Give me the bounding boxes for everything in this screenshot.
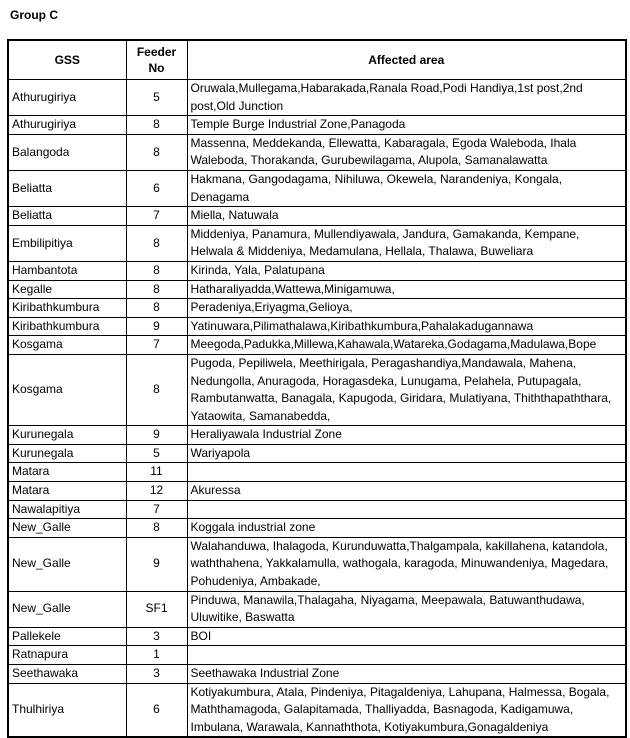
affected-area-cell bbox=[187, 500, 626, 519]
affected-area-cell: Yatinuwara,Pilimathalawa,Kiribathkumbura,Pahalakadugannawa bbox=[187, 317, 626, 336]
affected-area-cell: BOI bbox=[187, 627, 626, 646]
feeder-no-cell: 6 bbox=[126, 683, 187, 737]
affected-area-cell bbox=[187, 463, 626, 482]
column-header-gss: GSS bbox=[8, 40, 126, 80]
affected-area-cell: Koggala industrial zone bbox=[187, 519, 626, 538]
gss-cell: Matara bbox=[8, 463, 126, 482]
table-row bbox=[8, 482, 626, 501]
affected-area-cell: Wariyapola bbox=[187, 444, 626, 463]
gss-cell: Pallekele bbox=[8, 627, 126, 646]
table-row bbox=[8, 500, 626, 519]
feeder-no-cell: 8 bbox=[126, 134, 187, 170]
group-title: Group C bbox=[10, 8, 58, 22]
gss-cell: Kegalle bbox=[8, 280, 126, 299]
table-row bbox=[8, 354, 626, 425]
table-row bbox=[8, 170, 626, 206]
feeder-no-cell: 8 bbox=[126, 116, 187, 135]
table-row bbox=[8, 519, 626, 538]
table-row bbox=[8, 225, 626, 261]
table-row bbox=[8, 80, 626, 116]
affected-area-cell: Massenna, Meddekanda, Ellewatta, Kabaragala, Egoda Waleboda, Ihala Waleboda, Thorakanda, Gurubewilagama, Alupola, Samanalawatta bbox=[187, 134, 626, 170]
feeder-no-cell: 9 bbox=[126, 426, 187, 445]
feeder-no-cell: 7 bbox=[126, 500, 187, 519]
affected-area-cell: Heraliyawala Industrial Zone bbox=[187, 426, 626, 445]
affected-area-cell: Meegoda,Padukka,Millewa,Kahawala,Watareka,Godagama,Madulawa,Bope bbox=[187, 336, 626, 355]
table-header-row bbox=[8, 40, 626, 80]
affected-area-cell: Pinduwa, Manawila,Thalagaha, Niyagama, Meepawala, Batuwanthudawa, Uluwitike, Baswatta bbox=[187, 591, 626, 627]
feeder-no-cell: 8 bbox=[126, 261, 187, 280]
affected-area-cell: Akuressa bbox=[187, 482, 626, 501]
affected-area-cell: Miella, Natuwala bbox=[187, 207, 626, 226]
feeder-no-cell: 3 bbox=[126, 665, 187, 684]
feeder-no-cell: 12 bbox=[126, 482, 187, 501]
feeder-no-cell: 8 bbox=[126, 225, 187, 261]
table-row bbox=[8, 299, 626, 318]
gss-cell: Nawalapitiya bbox=[8, 500, 126, 519]
affected-area-cell: Pugoda, Pepiliwela, Meethirigala, Peragashandiya,Mandawala, Mahena, Nedungolla, Anuragoda, Horagasdeka, Lunugama, Pelahela, Putupagala, Rambutanwatta, Banagala, Kapugoda, Giridara, Mulatiyana, Thiththapaththara, Yataowita, Samanabedda, bbox=[187, 354, 626, 425]
table-row bbox=[8, 317, 626, 336]
gss-cell: Athurugiriya bbox=[8, 80, 126, 116]
table-body bbox=[8, 80, 626, 738]
table-row bbox=[8, 627, 626, 646]
affected-area-cell: Kirinda, Yala, Palatupana bbox=[187, 261, 626, 280]
feeder-no-cell: 9 bbox=[126, 537, 187, 591]
table-row bbox=[8, 336, 626, 355]
affected-area-cell: Hakmana, Gangodagama, Nihiluwa, Okewela, Narandeniya, Kongala, Denagama bbox=[187, 170, 626, 206]
affected-area-cell: Middeniya, Panamura, Mullendiyawala, Jandura, Gamakanda, Kempane, Helwala & Middeniya, Medamulana, Hellala, Thalawa, Buweliara bbox=[187, 225, 626, 261]
gss-cell: Kurunegala bbox=[8, 444, 126, 463]
affected-area-cell: Hatharaliyadda,Wattewa,Minigamuwa, bbox=[187, 280, 626, 299]
gss-cell: Hambantota bbox=[8, 261, 126, 280]
table-row bbox=[8, 463, 626, 482]
affected-area-cell: Oruwala,Mullegama,Habarakada,Ranala Road,Podi Handiya,1st post,2nd post,Old Junction bbox=[187, 80, 626, 116]
column-header-feeder-no: Feeder No bbox=[126, 40, 187, 80]
affected-area-cell: Seethawaka Industrial Zone bbox=[187, 665, 626, 684]
gss-cell: Thulhiriya bbox=[8, 683, 126, 737]
gss-cell: Ratnapura bbox=[8, 646, 126, 665]
table-row bbox=[8, 665, 626, 684]
table-row bbox=[8, 116, 626, 135]
gss-cell: Athurugiriya bbox=[8, 116, 126, 135]
affected-area-cell: Temple Burge Industrial Zone,Panagoda bbox=[187, 116, 626, 135]
gss-cell: New_Galle bbox=[8, 519, 126, 538]
table-row bbox=[8, 537, 626, 591]
table-row bbox=[8, 207, 626, 226]
gss-cell: Seethawaka bbox=[8, 665, 126, 684]
feeder-no-cell: 7 bbox=[126, 207, 187, 226]
feeder-no-cell: 5 bbox=[126, 444, 187, 463]
table-row bbox=[8, 426, 626, 445]
gss-cell: Matara bbox=[8, 482, 126, 501]
feeder-no-cell: 9 bbox=[126, 317, 187, 336]
feeder-no-cell: 8 bbox=[126, 280, 187, 299]
feeder-no-cell: 1 bbox=[126, 646, 187, 665]
affected-area-cell: Kotiyakumbura, Atala, Pindeniya, Pitagaldeniya, Lahupana, Halmessa, Bogala, Maththamagoda, Galapitamada, Thalliyadda, Basnagoda, Kadigamuwa, Imbulana, Warawala, Kannaththota, Kotiyakumbura,Gonagaldeniya bbox=[187, 683, 626, 737]
gss-cell: New_Galle bbox=[8, 537, 126, 591]
table-row bbox=[8, 261, 626, 280]
gss-cell: Kosgama bbox=[8, 336, 126, 355]
affected-areas-table bbox=[7, 39, 627, 738]
feeder-no-cell: 8 bbox=[126, 354, 187, 425]
column-header-affected-area: Affected area bbox=[187, 40, 626, 80]
gss-cell: Kurunegala bbox=[8, 426, 126, 445]
gss-cell: Balangoda bbox=[8, 134, 126, 170]
feeder-no-cell: 6 bbox=[126, 170, 187, 206]
feeder-no-cell: 5 bbox=[126, 80, 187, 116]
table-row bbox=[8, 444, 626, 463]
feeder-no-cell: 8 bbox=[126, 299, 187, 318]
table-row bbox=[8, 646, 626, 665]
affected-area-cell: Walahanduwa, Ihalagoda, Kurunduwatta,Thalgampala, kakillahena, katandola, waththahena, Yakkalamulla, wathogala, karagoda, Minuwandeniya, Magedara, Pohudeniya, Ambakade, bbox=[187, 537, 626, 591]
gss-cell: Kosgama bbox=[8, 354, 126, 425]
gss-cell: New_Galle bbox=[8, 591, 126, 627]
feeder-no-cell: 3 bbox=[126, 627, 187, 646]
gss-cell: Beliatta bbox=[8, 207, 126, 226]
table-row bbox=[8, 683, 626, 737]
feeder-no-cell: 7 bbox=[126, 336, 187, 355]
feeder-no-cell: 11 bbox=[126, 463, 187, 482]
feeder-no-cell: SF1 bbox=[126, 591, 187, 627]
feeder-no-cell: 8 bbox=[126, 519, 187, 538]
affected-area-cell bbox=[187, 646, 626, 665]
table-row bbox=[8, 591, 626, 627]
affected-area-cell: Peradeniya,Eriyagma,Gelioya, bbox=[187, 299, 626, 318]
gss-cell: Kiribathkumbura bbox=[8, 299, 126, 318]
table-row bbox=[8, 280, 626, 299]
gss-cell: Kiribathkumbura bbox=[8, 317, 126, 336]
gss-cell: Beliatta bbox=[8, 170, 126, 206]
table-row bbox=[8, 134, 626, 170]
gss-cell: Embilipitiya bbox=[8, 225, 126, 261]
